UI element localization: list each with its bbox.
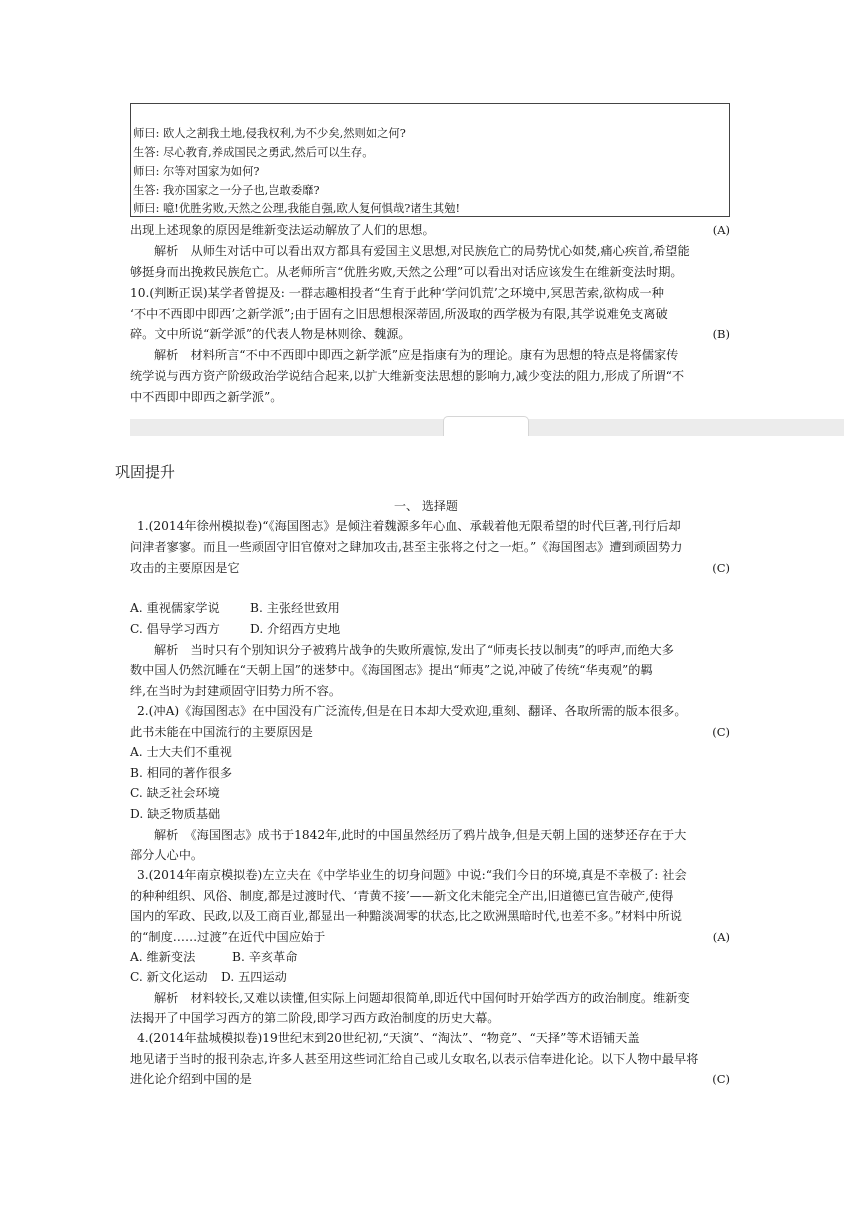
c1-option-a: A. 重视儒家学说 [130, 601, 220, 615]
q9-analysis: 够挺身而出挽救民族危亡。从老师所言“优胜劣败,天然之公理”可以看出对话应该发生在维新变法时期。 [130, 265, 683, 279]
c3-option-a: A. 维新变法 [130, 950, 196, 964]
section-subtitle: 一、 选择题 [394, 499, 458, 513]
q10-analysis: 中不西即中即西之新学派”。 [130, 390, 283, 404]
q10-stem: ‘不中不西即中即西’之新学派”;由于固有之旧思想根深蒂固,所汲取的西学极为有限,其学说难免支离破 [130, 307, 668, 321]
c2-option-c: C. 缺乏社会环境 [130, 786, 220, 800]
c3-stem: 3.(2014年南京模拟卷)左立夫在《中学毕业生的切身问题》中说:“我们今日的环境,真是不幸极了: 社会 [137, 868, 687, 882]
c3-answer: (A) [712, 930, 730, 944]
c1-option-d: D. 介绍西方史地 [250, 622, 341, 636]
dialogue-line: 师曰: 欧人之割我土地,侵我权利,为不少矣,然则如之何? [133, 127, 406, 140]
c3-analysis: 法揭开了中国学习西方的第二阶段,即学习西方政治制度的历史大幕。 [130, 1011, 500, 1025]
c2-analysis: 部分人心中。 [130, 848, 204, 862]
c2-option-b: B. 相同的著作很多 [130, 766, 233, 780]
c1-stem: 攻击的主要原因是它 [130, 561, 240, 575]
c1-option-c: C. 倡导学习西方 [130, 622, 220, 636]
dialogue-line: 生答: 尽心教育,养成国民之勇武,然后可以生存。 [133, 146, 374, 159]
page-divider-tab [443, 416, 529, 436]
c1-answer: (C) [712, 561, 730, 575]
q10-analysis: 解析 材料所言“不中不西即中即西之新学派”应是指康有为的理论。康有为思想的特点是将儒家传 [154, 348, 679, 362]
dialogue-line: 生答: 我亦国家之一分子也,岂敢委靡? [133, 184, 320, 197]
c1-analysis: 数中国人仍然沉睡在“天朝上国”的迷梦中。《海国图志》提出“师夷”之说,冲破了传统“华夷观”的羁 [130, 663, 653, 677]
q10-stem: 碎。文中所说“新学派”的代表人物是林则徐、魏源。 [130, 327, 411, 341]
c2-stem: 2.(冲A)《海国图志》在中国没有广泛流传,但是在日本却大受欢迎,重刻、翻译、各取所需的版本很多。 [137, 704, 687, 718]
c2-analysis: 解析 《海国图志》成书于1842年,此时的中国虽然经历了鸦片战争,但是天朝上国的迷梦还存在于大 [154, 828, 687, 842]
section-title: 巩固提升 [115, 463, 176, 481]
c3-option-d: D. 五四运动 [221, 970, 287, 984]
c3-option-c: C. 新文化运动 [130, 970, 208, 984]
q9-answer: (A) [712, 223, 730, 237]
c4-answer: (C) [712, 1072, 730, 1086]
q9-analysis: 解析 从师生对话中可以看出双方都具有爱国主义思想,对民族危亡的局势忧心如焚,痛心疾首,希望能 [154, 244, 690, 258]
c1-stem: 问津者寥寥。而且一些顽固守旧官僚对之肆加攻击,甚至主张将之付之一炬。”《海国图志》遭到顽固势力 [130, 540, 683, 554]
c3-stem: 的种种组织、风俗、制度,都是过渡时代、‘青黄不接’——新文化未能完全产出,旧道德已宣告破产,使得 [130, 889, 674, 903]
c4-stem: 4.(2014年盐城模拟卷)19世纪末到20世纪初,“天演”、“淘汰”、“物竞”、“天择”等术语铺天盖 [137, 1031, 640, 1045]
c1-stem: 1.(2014年徐州模拟卷)“《海国图志》是倾注着魏源多年心血、承载着他无限希望的时代巨著,刊行后却 [137, 519, 681, 533]
c3-analysis: 解析 材料较长,又难以读懂,但实际上问题却很简单,即近代中国何时开始学西方的政治制度。维新变 [154, 991, 690, 1005]
c4-stem: 地见诸于当时的报刊杂志,许多人甚至用这些词汇给自己或儿女取名,以表示信奉进化论。以下人物中最早将 [130, 1052, 699, 1066]
q9-stem: 出现上述现象的原因是维新变法运动解放了人们的思想。 [130, 223, 435, 237]
c2-option-a: A. 士大夫们不重视 [130, 745, 232, 759]
c3-stem: 的“制度……过渡”在近代中国应始于 [130, 930, 326, 944]
c3-stem: 国内的军政、民政,以及工商百业,都显出一种黯淡凋零的状态,比之欧洲黑暗时代,也差不多。”材料中所说 [130, 909, 682, 923]
c3-option-b: B. 辛亥革命 [232, 950, 298, 964]
c1-option-b: B. 主张经世致用 [250, 601, 340, 615]
c1-analysis: 解析 当时只有个别知识分子被鸦片战争的失败所震惊,发出了“师夷长技以制夷”的呼声,而绝大多 [154, 643, 674, 657]
dialogue-box [130, 103, 730, 217]
q10-stem: 10.(判断正误)某学者曾提及: 一群志趣相投者“生育于此种‘学问饥荒’之环境中,冥思苦索,欲构成一种 [130, 286, 664, 300]
q10-analysis: 统学说与西方资产阶级政治学说结合起来,以扩大维新变法思想的影响力,减少变法的阻力,形成了所谓“不 [130, 369, 685, 383]
dialogue-line: 师曰: 噫!优胜劣败,天然之公理,我能自强,欧人复何惧哉?诸生其勉! [133, 202, 461, 215]
c2-answer: (C) [712, 725, 730, 739]
c1-analysis: 绊,在当时为封建顽固守旧势力所不容。 [130, 684, 342, 698]
c2-option-d: D. 缺乏物质基础 [130, 807, 221, 821]
c2-stem: 此书未能在中国流行的主要原因是 [130, 725, 313, 739]
c4-stem: 进化论介绍到中国的是 [130, 1072, 252, 1086]
dialogue-line: 师曰: 尔等对国家为如何? [133, 165, 260, 178]
q10-answer: (B) [712, 327, 730, 341]
